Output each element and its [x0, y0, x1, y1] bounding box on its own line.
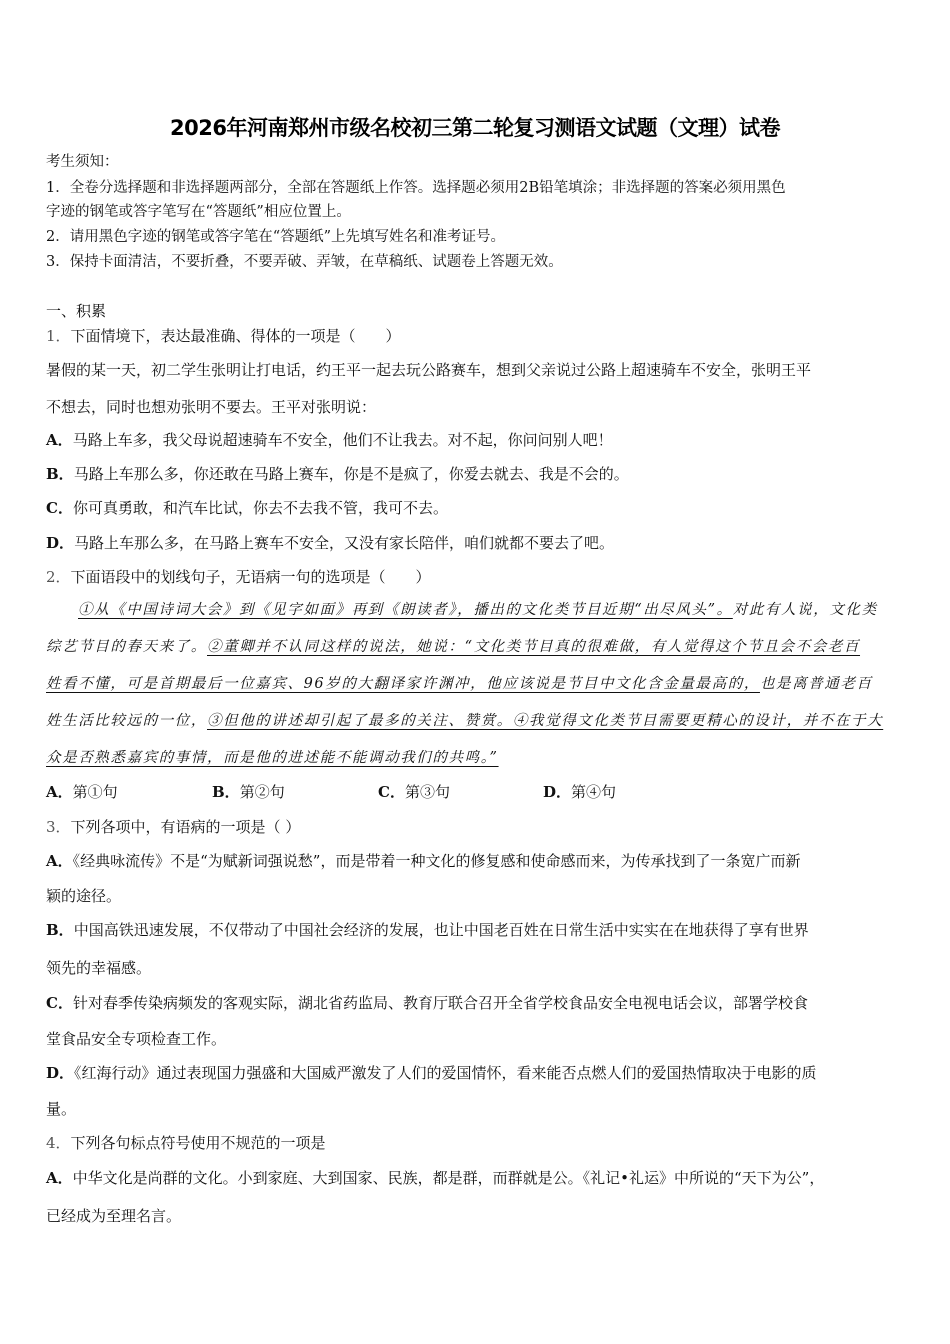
question-4-option-a: A．中华文化是尚群的文化。小到家庭、大到国家、民族，都是群，而群就是公。《礼记•礼运》中所说的“天下为公”， — [46, 1169, 825, 1187]
question-2-stem — [46, 567, 910, 587]
passage-line-2 — [46, 637, 910, 657]
question-3-stem — [46, 817, 910, 837]
notice-item-2: 2．请用黑色字迹的钢笔或答字笔在“答题纸”上先填写姓名和准考证号。 — [46, 229, 506, 245]
notice-item-1: 1．全卷分选择题和非选择题两部分，全部在答题纸上作答。选择题必须用2B铅笔填涂；非选择题的答案必须用黑色 — [46, 180, 786, 196]
question-3-option-b: B．中国高铁迅速发展，不仅带动了中国社会经济的发展，也让中国老百姓在日常生活中实实在在地获得了享有世界 — [46, 921, 809, 939]
question-3-option-a: A．《经典咏流传》不是“为赋新词强说愁”，而是带着一种文化的修复感和使命感而来，为传承找到了一条宽广而新 — [46, 852, 801, 870]
question-text: 下列各句标点符号使用不规范的一项是 — [70, 1134, 326, 1152]
option-text: 马路上车那么多，在马路上赛车不安全，又没有家长陪伴，咱们就都不要去了吧。 — [74, 534, 615, 552]
question-text: 下面语段中的划线句子，无语病一句的选项是（ ） — [70, 568, 431, 586]
section-heading: 一、积累 — [46, 302, 107, 320]
question-1-option-d — [46, 533, 910, 553]
option-text: 你可真勇敢，和汽车比试，你去不去我不管，我可不去。 — [72, 499, 448, 517]
question-number: 3． — [46, 818, 71, 836]
question-number: 1． — [46, 327, 71, 345]
option-letter: D． — [46, 534, 75, 552]
question-1-context-line-1: 暑假的某一天，初二学生张明让打电话，约王平一起去玩公路赛车，想到父亲说过公路上超速骑车不安全，张明王平 — [46, 361, 812, 379]
question-text: 下列各项中，有语病的一项是（ ） — [70, 818, 301, 836]
question-3-option-d: D．《红海行动》通过表现国力强盛和大国威严激发了人们的爱国情怀，看来能否点燃人们的爱国热情取决于电影的质 — [46, 1064, 817, 1082]
question-2-option-a: A．第①句 — [46, 783, 118, 801]
question-3-option-a-cont: 颖的途径。 — [46, 887, 122, 905]
option-letter: A． — [46, 431, 73, 449]
option-text: 马路上车多，我父母说超速骑车不安全，他们不让我去。对不起，你问问别人吧！ — [72, 431, 613, 449]
question-3-option-d-cont: 量。 — [46, 1100, 77, 1118]
question-3-option-c-cont: 堂食品安全专项检查工作。 — [46, 1030, 227, 1048]
question-3-option-b-cont: 领先的幸福感。 — [46, 959, 152, 977]
question-2-option-b: B．第②句 — [212, 783, 285, 801]
question-2-option-c: C．第③句 — [378, 783, 450, 801]
notice-item-3: 3．保持卡面清洁，不要折叠，不要弄破、弄皱，在草稿纸、试题卷上答题无效。 — [46, 254, 563, 270]
document-title: 2026年河南郑州市级名校初三第二轮复习测语文试题（文理）试卷 — [170, 116, 780, 140]
question-1-context-line-2: 不想去，同时也想劝张明不要去。王平对张明说： — [46, 398, 377, 416]
option-text: 马路上车那么多，你还敢在马路上赛车，你是不是疯了，你爱去就去、我是不会的。 — [73, 465, 629, 483]
question-number: 4． — [46, 1134, 71, 1152]
passage-text: 对此有人说，文化类 — [732, 602, 878, 618]
passage-text: 姓生活比较远的一位， — [46, 713, 207, 729]
question-number: 2． — [46, 568, 71, 586]
passage-line-1 — [78, 600, 910, 620]
option-letter: C． — [46, 499, 73, 517]
passage-line-3 — [46, 674, 910, 694]
passage-line-4 — [46, 711, 910, 731]
question-4-option-a-cont: 已经成为至理名言。 — [46, 1207, 182, 1225]
underlined-sentence-2: ②董卿并不认同这样的说法，她说：“文化类节目真的很难做，有人觉得这个节且会不会老百 — [207, 639, 861, 655]
passage-line-5 — [46, 748, 910, 768]
question-1-option-c — [46, 498, 910, 518]
question-2-option-d: D．第④句 — [543, 783, 617, 801]
notice-heading: 考生须知： — [46, 154, 119, 170]
underlined-sentence-3-4: ③但他的讲述却引起了最多的关注、赞赏。④我觉得文化类节目需要更精心的设计，并不在于大 — [207, 713, 884, 729]
notice-item-1-cont: 字迹的钢笔或答字笔写在“答题纸”相应位置上。 — [46, 204, 351, 220]
question-4-stem — [46, 1133, 910, 1153]
question-1-option-a — [46, 430, 910, 450]
passage-text: 也是离普通老百 — [759, 676, 873, 692]
option-letter: B． — [46, 465, 74, 483]
question-1-stem — [46, 326, 910, 346]
underlined-sentence-2-cont: 姓看不懂，可是首期最后一位嘉宾、96岁的大翻译家许渊冲，他应该说是节目中文化含金量最高的， — [46, 676, 760, 692]
passage-text: 综艺节目的春天来了。 — [46, 639, 207, 655]
underlined-sentence-4-cont: 众是否熟悉嘉宾的事情，而是他的进述能不能调动我们的共鸣。” — [46, 750, 499, 766]
question-1-option-b — [46, 464, 910, 484]
underlined-sentence-1: ①从《中国诗词大会》到《见字如面》再到《朗读者》，播出的文化类节目近期“出尽风头”。 — [78, 602, 733, 618]
question-text: 下面情境下，表达最准确、得体的一项是（ ） — [70, 327, 401, 345]
question-3-option-c: C．针对春季传染病频发的客观实际，湖北省药监局、教育厅联合召开全省学校食品安全电视电话会议，部署学校食 — [46, 994, 808, 1012]
